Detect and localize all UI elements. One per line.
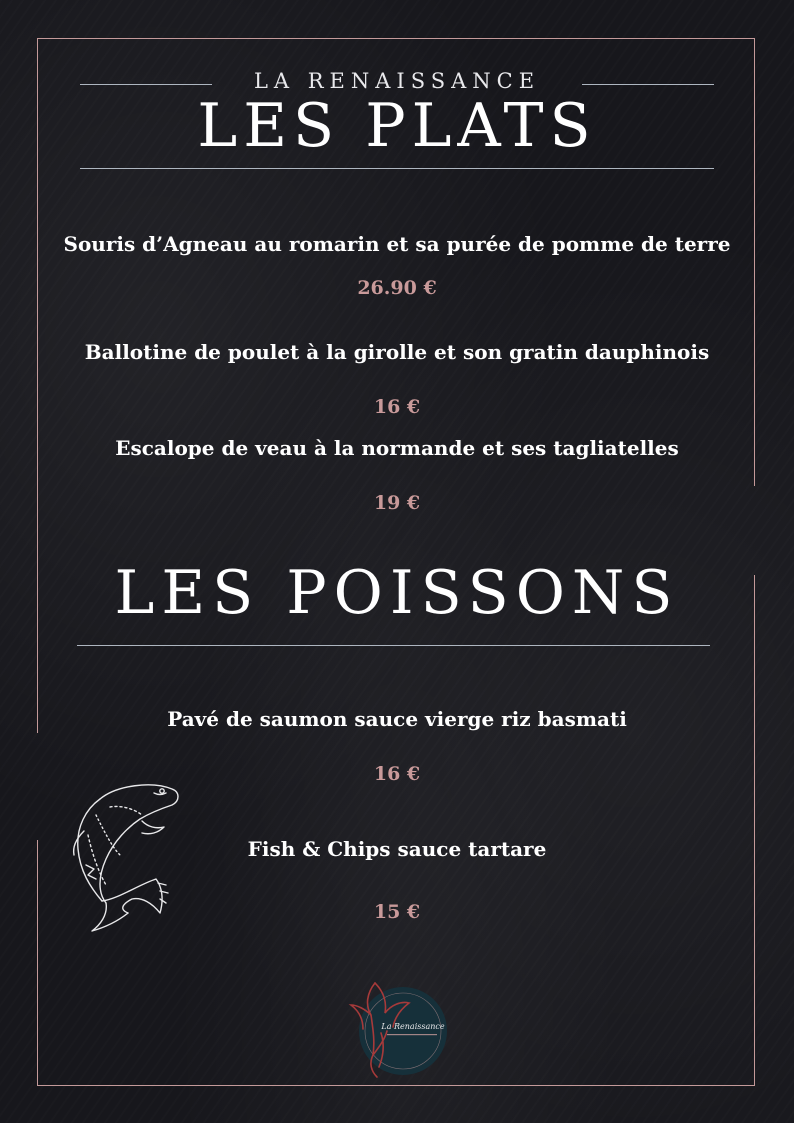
dish-price: 15 €: [373, 901, 421, 923]
dish-name: Ballotine de poulet à la girolle et son gratin dauphinois: [84, 340, 710, 364]
dish-name: Escalope de veau à la normande et ses tagliatelles: [115, 436, 679, 460]
dish-price: 26.90 €: [357, 277, 437, 299]
dish-price: 16 €: [373, 763, 421, 785]
title-underline-poissons: [77, 645, 710, 646]
frame-top: [37, 38, 755, 39]
section-title-poissons: LES POISSONS: [114, 558, 680, 628]
frame-left-lower: [37, 840, 38, 1086]
svg-text:La Renaissance: La Renaissance: [381, 1022, 445, 1031]
dish-name: Souris d’Agneau au romarin et sa purée de pomme de terre: [63, 232, 731, 256]
dish-price: 19 €: [373, 492, 421, 514]
restaurant-name: LA RENAISSANCE: [253, 69, 541, 93]
phoenix-icon: [345, 975, 455, 1085]
section-title-plats: LES PLATS: [197, 91, 597, 161]
frame-bottom: [37, 1085, 755, 1086]
fish-icon: [62, 775, 192, 935]
frame-right-lower: [754, 575, 755, 1086]
title-underline-plats: [80, 168, 714, 169]
dish-price: 16 €: [373, 396, 421, 418]
dish-name: Fish & Chips sauce tartare: [247, 837, 547, 861]
dish-name: Pavé de saumon sauce vierge riz basmati: [167, 707, 627, 731]
